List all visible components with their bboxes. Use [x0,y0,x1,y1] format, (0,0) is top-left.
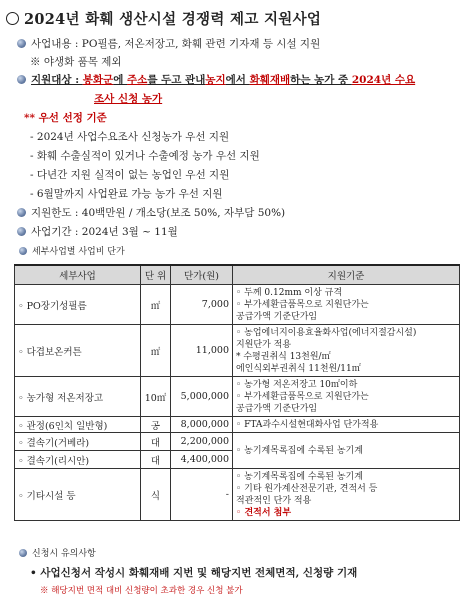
item-price: 4,400,000 [171,451,233,469]
notes-header-text: 신청시 유의사항 [32,549,96,559]
item-unit: 대 [141,433,171,451]
item-price: 8,000,000 [171,417,233,433]
item-name: ◦ 기타시설 등 [15,469,141,521]
blue-bullet-icon [19,549,27,557]
item-name: ◦ 관정(6인치 일반형) [15,417,141,433]
priority-item: - 6월말까지 사업완료 가능 농가 우선 지원 [30,188,223,200]
criteria-line: 에인식외부권취식 11천원/11㎡ [236,363,361,374]
support-limit-text: 지원한도 : 40백만원 / 개소당(보조 50%, 자부담 50%) [31,207,286,219]
criteria-line: ◦ 농업에너지이용효율화사업(에너지절감시설) [236,327,417,338]
notes-header [19,546,96,559]
support-target-line2 [94,91,162,106]
item-criteria [233,377,460,417]
item-price: 11,000 [171,325,233,377]
target-crop: 화훼재배 [249,74,291,86]
table-row [15,469,460,521]
blue-bullet-icon [17,39,26,48]
criteria-line: 공급가액 기준단가임 [236,311,318,322]
item-unit: ㎡ [141,325,171,377]
criteria-line: ◦ 농기계목록집에 수록된 농기계 [236,471,363,482]
criteria-line: 공급가액 기준단가임 [236,403,318,414]
criteria-line: ◦ 부가세환급품목으로 지원단가는 [236,391,369,402]
item-criteria [233,469,460,521]
item-name: ◦ PO장기성필름 [15,285,141,325]
item-criteria [233,325,460,377]
priority-item: - 다년간 지원 실적이 없는 농업인 우선 지원 [30,169,230,181]
unit-cost-text: 세부사업별 사업비 단가 [32,247,125,257]
table-row [15,285,460,325]
target-prefix: 지원대상 : [31,74,83,86]
criteria-line: ◦ 기타 원가계산전문기관, 견적서 등 [236,483,378,494]
item-unit: 공 [141,417,171,433]
target-region: 봉화군 [82,74,114,86]
item-name: ◦ 다겹보온커튼 [15,325,141,377]
unit-cost-heading [19,244,125,257]
criteria-line: 지원단가 적용 [236,339,292,350]
col-header: 지원기준 [233,265,460,285]
priority-item: - 화훼 수출실적이 있거나 수출예정 농가 우선 지원 [30,150,260,162]
criteria-line: ◦ FTA과수시설현대화사업 단가적용 [236,419,379,430]
item-criteria [233,417,460,433]
blue-bullet-icon [17,208,26,217]
business-content [17,36,320,51]
target-year: 2024년 수요 [351,74,416,86]
item-unit: 10㎡ [141,377,171,417]
exclusion-note: ※ 야생화 품목 제외 [30,56,122,68]
priority-header: ** 우선 선정 기준 [24,112,107,124]
item-price: 5,000,000 [171,377,233,417]
blue-bullet-icon [17,227,26,236]
item-name: ◦ 농가형 저온저장고 [15,377,141,417]
period-text: 사업기간 : 2024년 3월 ~ 11월 [31,226,178,238]
target-mid4: 하는 농가 중 [290,74,352,86]
circle-ring-icon [6,12,19,25]
col-header: 단 위 [141,265,171,285]
item-unit: 대 [141,451,171,469]
item-price: - [171,469,233,521]
table-header-row [15,265,460,285]
target-mid2: 를 두고 관내 [147,74,206,86]
criteria-line: ◦ 농기계목록집에 수록된 농기계 [236,445,363,456]
criteria-line: * 수평권취식 13천원/㎡ [236,351,331,362]
table-row [15,433,460,451]
col-header: 세부사업 [15,265,141,285]
item-name: ◦ 결속기(리시안) [15,451,141,469]
criteria-line: ◦ 두께 0.12mm 이상 규격 [236,287,343,298]
table-row [15,325,460,377]
col-header: 단가(원) [171,265,233,285]
item-criteria [233,433,460,469]
criteria-line: 적관적인 단가 적용 [236,495,312,506]
target-farm: 농지 [205,74,226,86]
item-unit: 식 [141,469,171,521]
unit-cost-table [14,264,460,521]
blue-bullet-icon [19,247,27,255]
blue-bullet-icon [17,75,26,84]
item-price: 7,000 [171,285,233,325]
item-criteria [233,285,460,325]
table-row [15,377,460,417]
criteria-line: ◦ 농가형 저온저장고 10㎡이하 [236,379,358,390]
title-text: 2024년 화훼 생산시설 경쟁력 제고 지원사업 [24,11,322,28]
business-period [17,224,178,239]
criteria-line: ◦ 견적서 첨부 [236,507,292,518]
target-mid3: 에서 [225,74,250,86]
notes-main: • 사업신청서 작성시 화훼재배 지번 및 해당지번 전체면적, 신청량 기재 [30,567,358,579]
page-title [6,8,321,29]
target-address: 주소 [127,74,148,86]
priority-item: - 2024년 사업수요조사 신청농가 우선 지원 [30,131,230,143]
table-row [15,417,460,433]
item-name: ◦ 결속기(거베라) [15,433,141,451]
notes-sub: ※ 해당지번 면적 대비 신청량이 초과한 경우 신청 불가 [40,586,243,596]
item-unit: ㎡ [141,285,171,325]
support-target [17,72,415,87]
support-limit [17,205,285,220]
business-content-text: 사업내용 : PO필름, 저온저장고, 화훼 관련 기자재 등 시설 지원 [31,38,321,50]
target-mid1: 에 [113,74,128,86]
item-price: 2,200,000 [171,433,233,451]
target-line2: 조사 신청 농가 [94,93,163,105]
criteria-line: ◦ 부가세환급품목으로 지원단가는 [236,299,369,310]
